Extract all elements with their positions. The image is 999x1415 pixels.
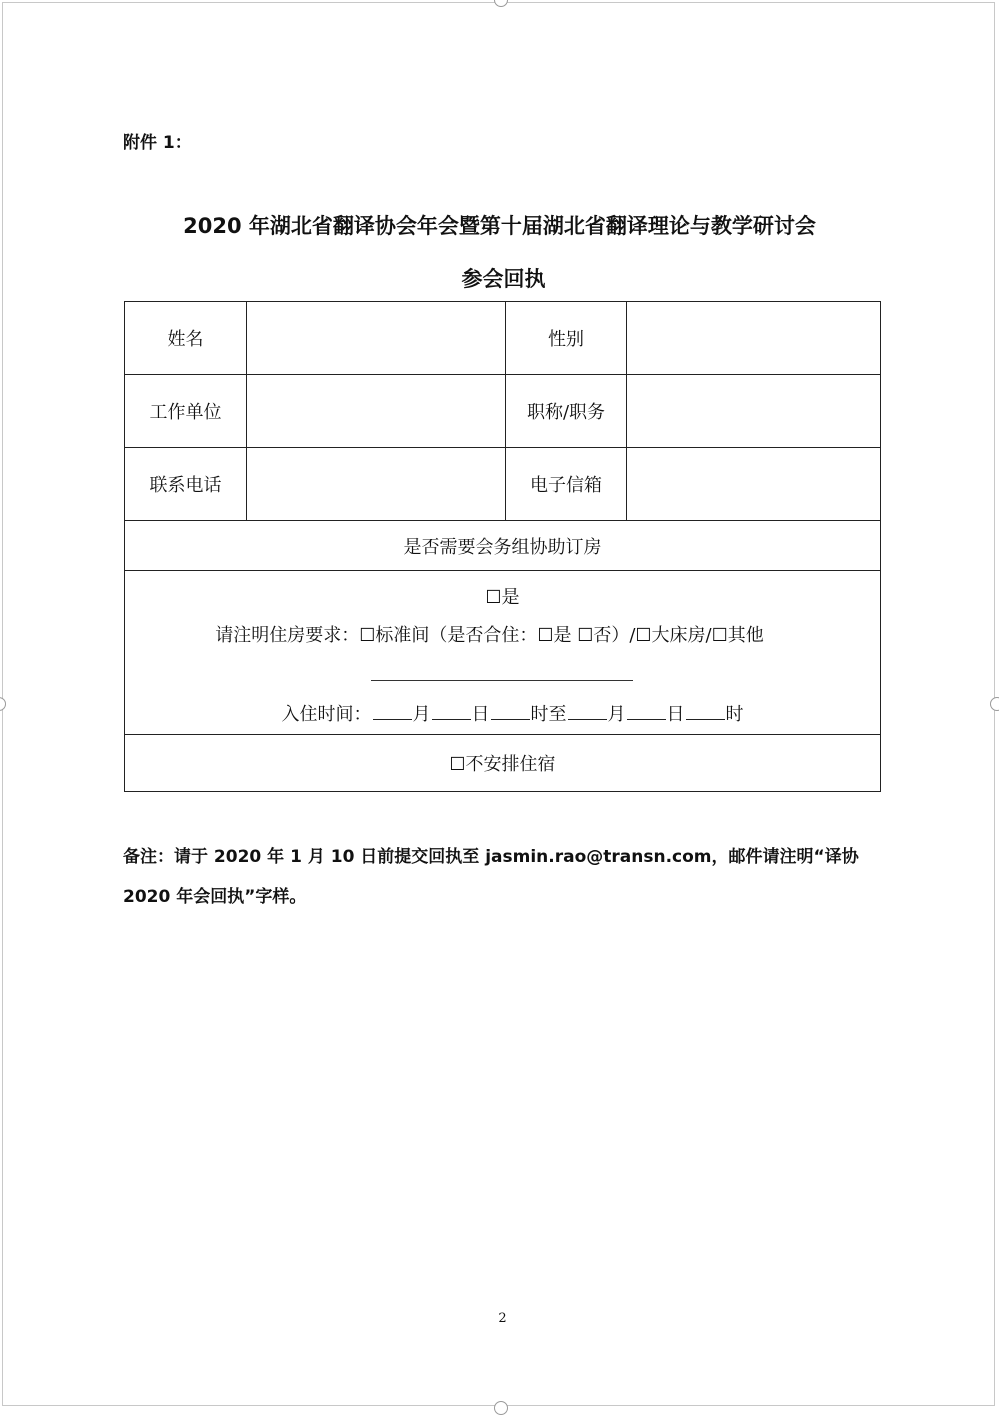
workplace-field[interactable]: [247, 375, 506, 448]
checkout-month-blank[interactable]: [568, 701, 607, 720]
booking-question: 是否需要会务组协助订房: [125, 521, 881, 571]
booking-yes-cell: [125, 571, 881, 735]
position-label: 职称/职务: [506, 375, 627, 448]
attachment-label: 附件 1：: [123, 133, 192, 153]
page-number: 2: [498, 1311, 507, 1326]
registration-form-table: [124, 301, 881, 792]
position-field[interactable]: [627, 375, 881, 448]
checkin-hour-blank[interactable]: [491, 701, 530, 720]
checkout-hour-unit: 时: [725, 704, 744, 725]
no-lodging-option[interactable]: ☐不安排住宿: [125, 735, 881, 792]
checkin-day-blank[interactable]: [432, 701, 471, 720]
phone-field[interactable]: [247, 448, 506, 521]
gender-field[interactable]: [627, 302, 881, 375]
email-field[interactable]: [627, 448, 881, 521]
form-row-name-gender: [125, 302, 881, 375]
binding-hole-bottom: [494, 1401, 508, 1415]
checkout-month-unit: 月: [607, 704, 626, 725]
binding-hole-right: [990, 697, 999, 711]
checkout-day-unit: 日: [666, 704, 685, 725]
workplace-label: 工作单位: [125, 375, 247, 448]
name-label: 姓名: [125, 302, 247, 375]
email-label: 电子信箱: [506, 448, 627, 521]
checkout-day-blank[interactable]: [627, 701, 666, 720]
other-requirement-underline[interactable]: [371, 680, 633, 681]
checkin-month-unit: 月: [412, 704, 431, 725]
gender-label: 性别: [506, 302, 627, 375]
checkout-hour-blank[interactable]: [686, 701, 725, 720]
submission-note: 备注：请于 2020 年 1 月 10 日前提交回执至 jasmin.rao@transn.com，邮件请注明“译协 2020 年会回执”字样。: [123, 847, 859, 907]
yes-checkbox-option[interactable]: ☐是: [485, 587, 520, 608]
document-subtitle: 参会回执: [461, 267, 546, 291]
document-title: 2020 年湖北省翻译协会年会暨第十届湖北省翻译理论与教学研讨会: [183, 214, 816, 238]
checkin-hour-to: 时至: [530, 704, 567, 725]
room-requirement-options[interactable]: 请注明住房要求：☐标准间（是否合住：☐是 ☐否）/☐大床房/☐其他: [215, 625, 764, 646]
checkin-day-unit: 日: [471, 704, 490, 725]
checkin-time-row: [145, 700, 880, 726]
form-row-booking-question: [125, 521, 881, 571]
form-row-workplace-position: [125, 375, 881, 448]
form-row-no-lodging: [125, 735, 881, 792]
checkin-label: 入住时间：: [281, 704, 372, 725]
form-row-phone-email: [125, 448, 881, 521]
checkin-month-blank[interactable]: [373, 701, 412, 720]
form-row-booking-yes: [125, 571, 881, 735]
name-field[interactable]: [247, 302, 506, 375]
phone-label: 联系电话: [125, 448, 247, 521]
